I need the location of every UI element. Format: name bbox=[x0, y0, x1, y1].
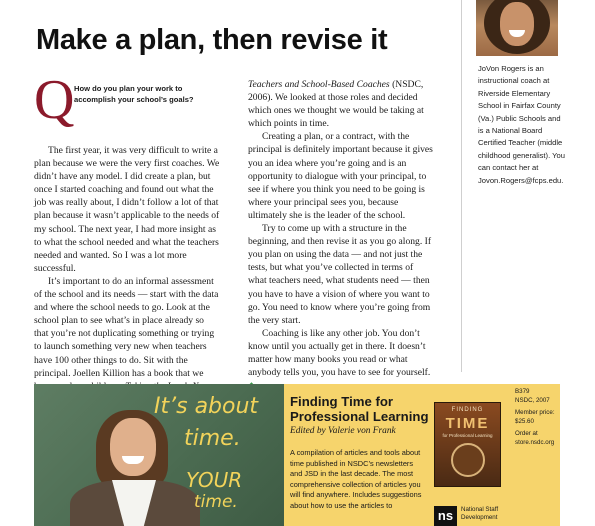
ad-order-link[interactable]: store.nsdc.org bbox=[515, 438, 555, 446]
ad-publisher: NSDC, 2007 bbox=[515, 396, 550, 404]
ad-code: B379 bbox=[515, 388, 530, 395]
author-bio: JoVon Rogers is an instructional coach at Riverside Elementary School in Fairfax County (Va.) Public Schools and is a National Board Certified Teacher (middle childhood generalist). You can contact her at Jovon.Rogers@fcps.edu. bbox=[478, 64, 565, 185]
mid-paragraph-1: Creating a plan, or a contract, with the principal is definitely important because it gives you an idea where you’re going and is an opportunity to dialogue with your principal, to see if where you think you need to be going is where your principal sees you, because ultimately she is the leader of the school. bbox=[248, 131, 433, 221]
book-cover-top: FINDING bbox=[451, 407, 484, 413]
ad-price-label: Member price: bbox=[515, 409, 555, 417]
article-headline: Make a plan, then revise it bbox=[36, 24, 388, 56]
ad-photo-panel bbox=[34, 384, 284, 526]
left-column bbox=[34, 69, 220, 406]
mid-paragraph-0 bbox=[248, 78, 434, 130]
nsdc-logo: ns bbox=[434, 506, 457, 526]
mid-paragraph-3 bbox=[248, 327, 434, 392]
clock-icon bbox=[451, 443, 485, 477]
ad-price: $25.60 bbox=[515, 417, 534, 425]
chalk-text-2: time. bbox=[184, 426, 241, 451]
author-photo bbox=[476, 0, 558, 56]
chalk-text-3: YOUR bbox=[186, 468, 243, 492]
book-cover-word: TIME bbox=[445, 415, 490, 432]
book-cover bbox=[434, 402, 501, 487]
mid-paragraph-0-text: (NSDC, 2006). We looked at those roles and decided which ones we thought we would be taking at which points in time. bbox=[248, 79, 424, 130]
ad-description: A compilation of articles and tools about time published in NSDC’s newsletters and JSD in the last decade. The most comprehensive collection of articles you will find anywhere. Includes suggestions about how to use the articles to bbox=[290, 448, 422, 510]
org-name: National Staff Development bbox=[461, 506, 499, 522]
book-cover-subtitle: for Professional Learning bbox=[442, 433, 493, 438]
left-paragraph-2-text: It’s important to do an informal assessment of the school and its needs — start with the data and where the school needs to go. Look at the school plan to see what’s in place already so that you’re not duplicating something or trying to launch something very new when teachers have 100 other things to do. Sit with the principal. Joellen Killion has a book that we bbox=[34, 275, 219, 379]
ad-editor: Edited by Valerie von Frank bbox=[290, 426, 396, 436]
book-title-part2: Teachers and School-Based Coaches bbox=[248, 79, 390, 90]
ad-order-label: Order at bbox=[515, 430, 538, 438]
mid-paragraph-2: Try to come up with a structure in the beginning, and then revise it as you go along. If you plan on using the data — and not just the tests, but what you’ve collected in terms of what teachers need, what students need — then you have to have a vision of where you want to go. You need to know where you’re going from the very start. bbox=[248, 223, 432, 326]
chalk-text-4: time. bbox=[194, 492, 238, 512]
left-paragraph-1: The first year, it was very difficult to write a plan because we were the very first coaches. We didn’t have any model. I did create a plan, but once I started coaching and found out what the job was really about, I didn’t follow a lot of that plan because it wasn’t applicable to the needs of my school. The next year, I had more insight as to what the school needed and what the teachers needed and wanted. So I was a lot more successful. bbox=[34, 145, 220, 274]
ad-order-info bbox=[515, 388, 559, 448]
drop-cap-q: Q bbox=[34, 69, 75, 131]
question-block bbox=[34, 69, 220, 144]
question-text: How do you plan your work to accomplish your school’s goals? bbox=[74, 84, 194, 104]
chalk-text-1: It’s about bbox=[154, 394, 259, 419]
column-divider bbox=[461, 0, 462, 372]
middle-column bbox=[248, 78, 434, 392]
advertisement[interactable] bbox=[34, 384, 560, 526]
mid-paragraph-3-text: Coaching is like any other job. You don’t know until you actually get in there. It doesn’t matter how many books you read or what anybody tells you, you have to see for yourself. bbox=[248, 327, 431, 379]
ad-title: Finding Time for Professional Learning bbox=[290, 394, 429, 424]
